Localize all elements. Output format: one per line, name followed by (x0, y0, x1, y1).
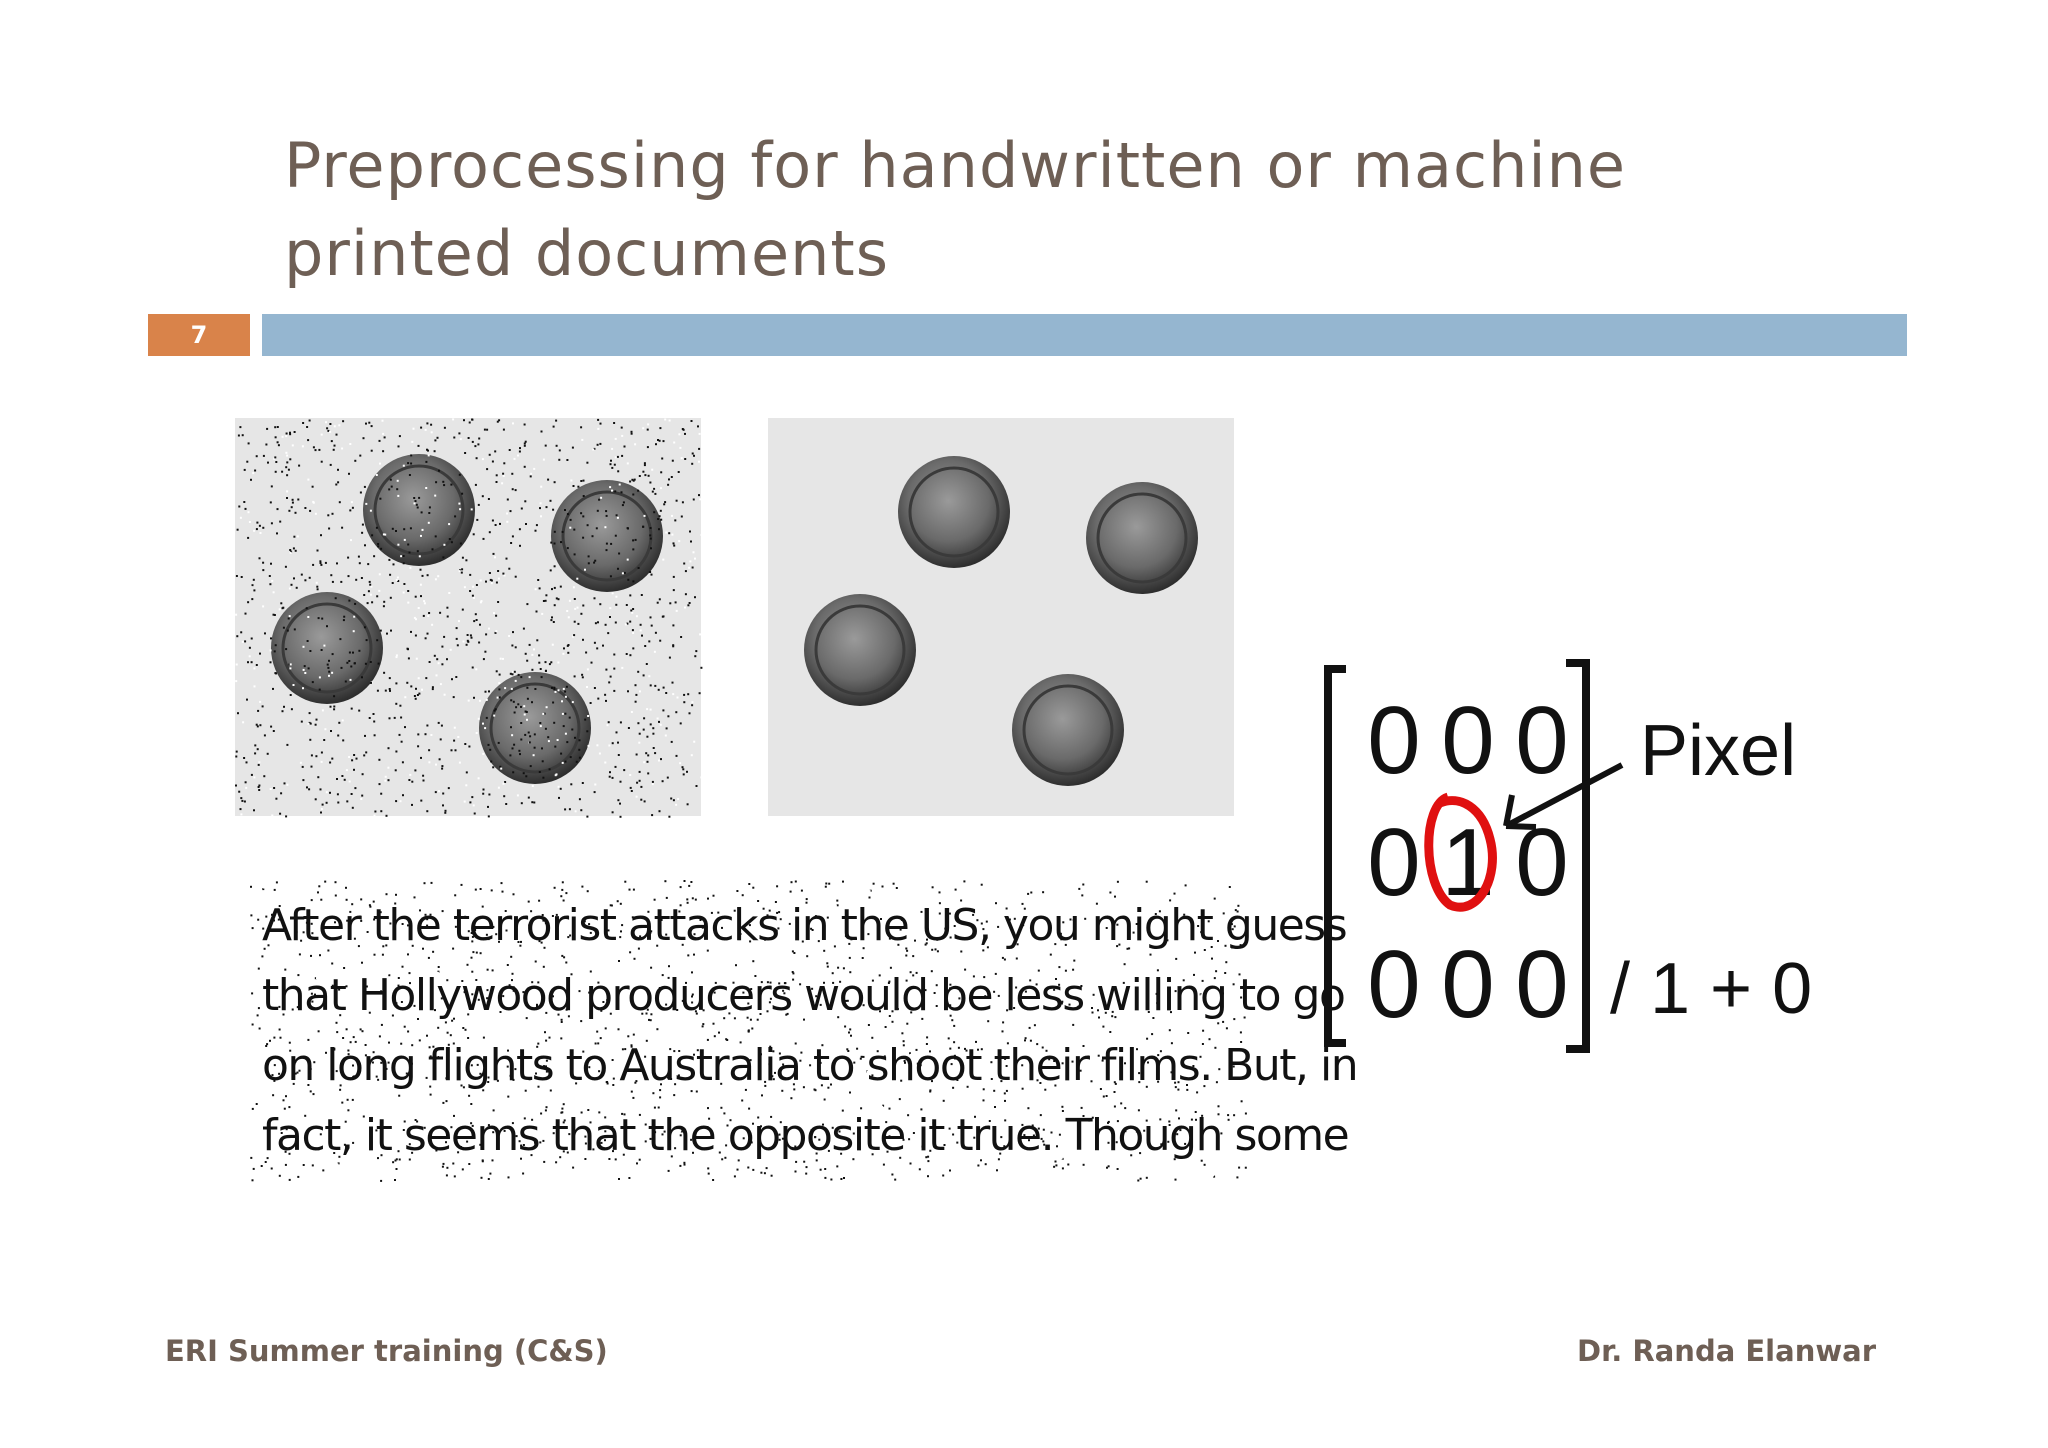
kernel-cell: 1 (1441, 809, 1495, 916)
kernel-cell: 0 (1515, 809, 1569, 916)
kernel-cell: 0 (1367, 809, 1421, 916)
pixel-label: Pixel (1640, 711, 1797, 791)
right-bracket (1566, 663, 1586, 1049)
coin (363, 454, 475, 566)
coin (271, 592, 383, 704)
coin (551, 480, 663, 592)
title-underline-bar (262, 314, 1907, 356)
kernel-cell: 0 (1441, 687, 1495, 794)
noisy-text-sample (250, 880, 1358, 1180)
left-bracket (1328, 669, 1346, 1043)
text-line-3: on long flights to Australia to shoot their films. But, in (262, 1040, 1358, 1091)
kernel-cell: 0 (1441, 931, 1495, 1038)
coin (1012, 674, 1124, 786)
kernel-cell: 0 (1515, 687, 1569, 794)
filter-kernel-diagram (1310, 655, 1830, 1055)
page-number-badge: 7 (148, 314, 250, 356)
filtered-coins-image (768, 418, 1234, 816)
text-line-1: After the terrorist attacks in the US, you might guess (262, 900, 1347, 951)
slide-title: Preprocessing for handwritten or machine printed documents (284, 129, 1627, 290)
coin (898, 456, 1010, 568)
footer-author: Dr. Randa Elanwar (1577, 1334, 1876, 1368)
kernel-cell: 0 (1367, 931, 1421, 1038)
kernel-cell: 0 (1367, 687, 1421, 794)
text-line-4: fact, it seems that the opposite it true. Though some (262, 1110, 1349, 1161)
kernel-formula: / 1 + 0 (1610, 949, 1813, 1029)
coin (1086, 482, 1198, 594)
footer-course: ERI Summer training (C&S) (165, 1334, 608, 1368)
kernel-cell: 0 (1515, 931, 1569, 1038)
noisy-coins-image (235, 418, 701, 816)
coin (804, 594, 916, 706)
text-line-2: that Hollywood producers would be less willing to go (262, 970, 1345, 1021)
